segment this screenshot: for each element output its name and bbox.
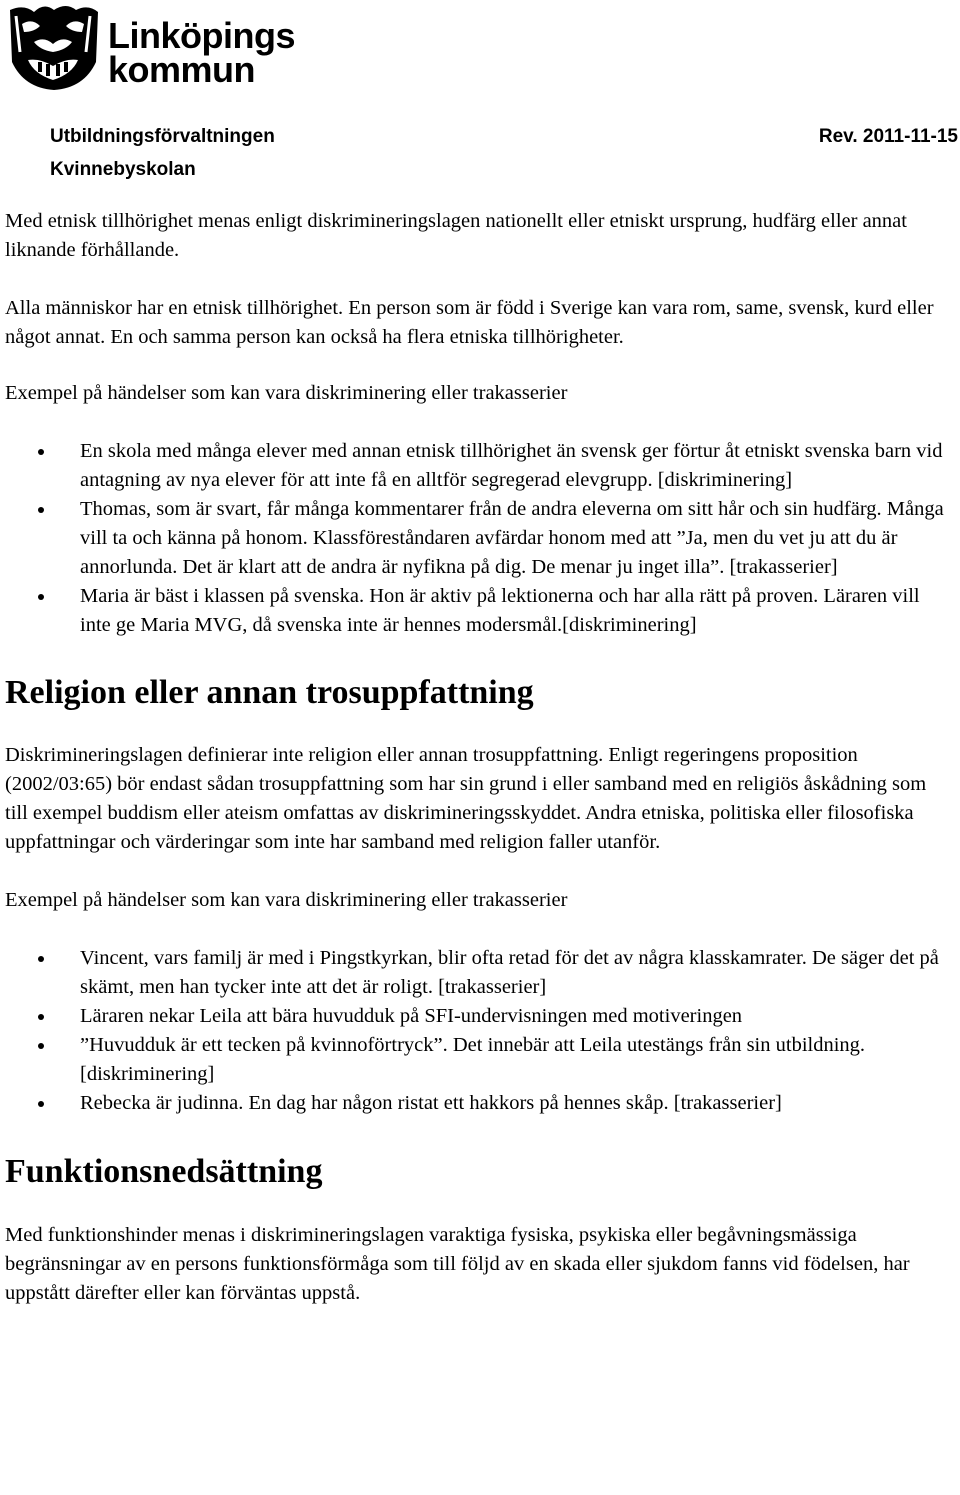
paragraph: Med etnisk tillhörighet menas enligt diskrimineringslagen nationellt eller etniskt ursprung, hudfärg eller annat liknande förhållande.: [5, 210, 907, 261]
section-title: Funktionsnedsättning: [5, 1153, 323, 1190]
list-item: Rebecka är judinna. En dag har någon ristat ett hakkors på hennes skåp. [trakasserier]: [5, 1089, 953, 1118]
examples-list: [5, 944, 953, 1118]
department-name: Utbildningsförvaltningen: [50, 126, 275, 147]
list-item: Thomas, som är svart, får många kommentarer från de andra eleverna om sitt hår och sin hudfärg. Många vill ta och känna på honom. Klassföreståndaren avfärdar honom med att ”Ja, men du vet ju att du är annorlunda. Det är klart att de andra är nyfikna på dig. De menar ju inget illa”. [trakasserier]: [5, 495, 953, 582]
list-item: ”Huvudduk är ett tecken på kvinnoförtryck”. Det innebär att Leila utestängs från sin utbildning. [diskriminering]: [5, 1031, 953, 1089]
document-body: [5, 207, 953, 1308]
paragraph: Diskrimineringslagen definierar inte religion eller annan trosuppfattning. Enligt regeringens proposition (2002/03:65) bör endast sådan trosuppfattning som har sin grund i eller samband med en religiös åskådning som till exempel buddism eller ateism omfattas av diskrimineringsskyddet. Andra etniska, politiska eller filosofiska uppfattningar och värderingar som inte har samband med religion faller utanför.: [5, 744, 927, 853]
examples-list: [5, 437, 953, 640]
paragraph: Alla människor har en etnisk tillhörighet. En person som är född i Sverige kan vara rom, same, svensk, kurd eller något annat. En och samma person kan också ha flera etniska tillhörigheter.: [5, 297, 934, 348]
logo-line-2: kommun: [108, 49, 256, 90]
list-item: Läraren nekar Leila att bära huvudduk på SFI-undervisningen med motiveringen: [5, 1002, 953, 1031]
municipality-logo: [4, 2, 304, 92]
list-item: En skola med många elever med annan etnisk tillhörighet än svensk ger förtur åt etniskt svenska barn vid antagning av nya elever för att inte få en alltför segregerad elevgrupp. [diskriminering]: [5, 437, 953, 495]
examples-heading: Exempel på händelser som kan vara diskriminering eller trakasserier: [5, 889, 568, 911]
logo-line-1: Linköpings: [108, 15, 295, 56]
school-name: Kvinnebyskolan: [50, 159, 196, 180]
examples-heading: Exempel på händelser som kan vara diskriminering eller trakasserier: [5, 382, 568, 404]
revision-date: Rev. 2011-11-15: [818, 126, 958, 147]
paragraph: Med funktionshinder menas i diskrimineringslagen varaktiga fysiska, psykiska eller begåvningsmässiga begränsningar av en persons funktionsförmåga som till följd av en skada eller sjukdom fanns vid födelsen, har uppstått därefter eller kan förväntas uppstå.: [5, 1224, 910, 1304]
lion-crest-icon: [4, 2, 102, 92]
section-title: Religion eller annan trosuppfattning: [5, 674, 534, 711]
list-item: Maria är bäst i klassen på svenska. Hon är aktiv på lektionerna och har alla rätt på proven. Läraren vill inte ge Maria MVG, då svenska inte är hennes modersmål.[diskriminering]: [5, 582, 953, 640]
list-item: Vincent, vars familj är med i Pingstkyrkan, blir ofta retad för det av några klasskamrater. De säger det på skämt, men han tycker inte att det är roligt. [trakasserier]: [5, 944, 953, 1002]
